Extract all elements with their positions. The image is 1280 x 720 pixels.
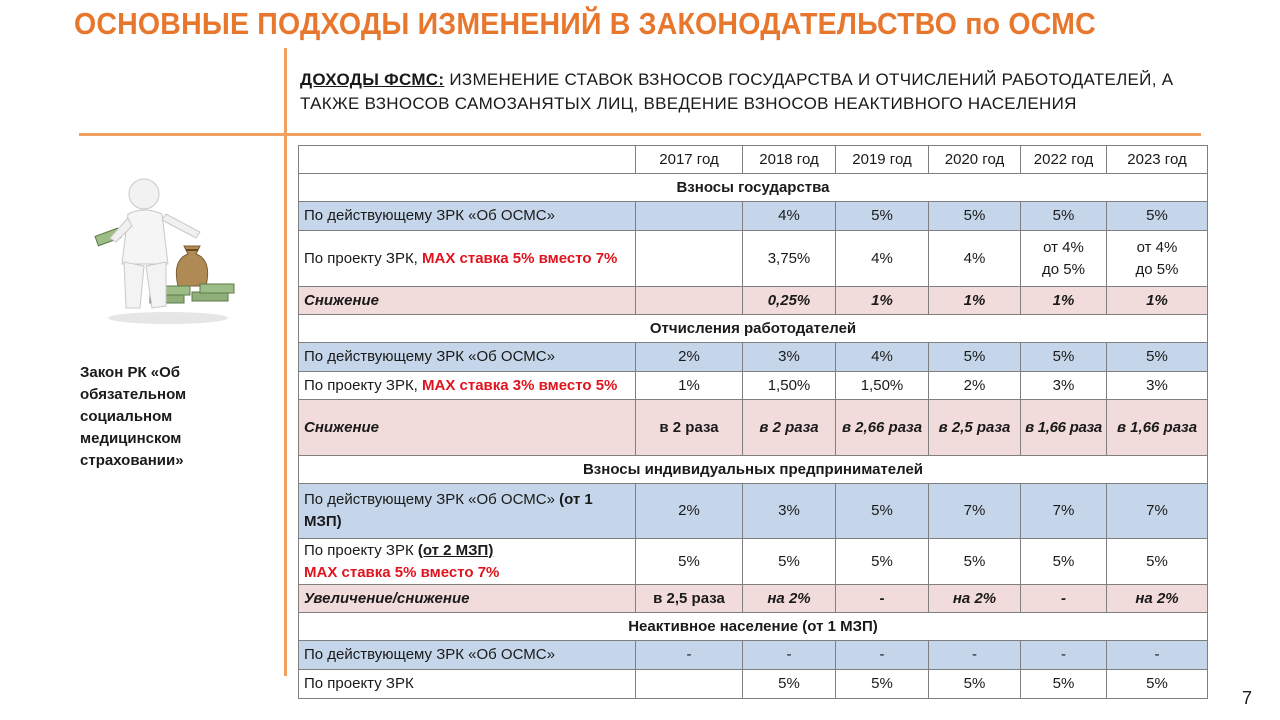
table-cell: в 2,5 раза — [929, 400, 1021, 456]
section-title: Отчисления работодателей — [299, 315, 1208, 343]
table-cell: 4% — [836, 231, 929, 287]
table-cell — [636, 202, 743, 231]
section-title: Взносы государства — [299, 174, 1208, 202]
row-label: Увеличение/снижение — [299, 585, 636, 613]
table-cell: 1,50% — [743, 372, 836, 400]
table-cell: в 2,66 раза — [836, 400, 929, 456]
table-cell: 3% — [743, 484, 836, 539]
table-cell: 1% — [636, 372, 743, 400]
table-cell: - — [636, 641, 743, 670]
table-cell: 2% — [636, 343, 743, 372]
table-cell: 5% — [929, 539, 1021, 585]
table-cell: 5% — [1107, 670, 1208, 699]
row-label: По действующему ЗРК «Об ОСМС» — [299, 343, 636, 372]
table-cell: на 2% — [929, 585, 1021, 613]
cell-line: до 5% — [1135, 260, 1179, 278]
horizontal-divider — [79, 133, 1201, 136]
table-cell: 4% — [929, 231, 1021, 287]
table-cell: - — [929, 641, 1021, 670]
table-cell: - — [836, 641, 929, 670]
section-row — [299, 174, 1208, 202]
row-label — [299, 539, 636, 585]
table-row — [299, 287, 1208, 315]
row-label-text: По проекту ЗРК, — [304, 249, 423, 267]
table-row — [299, 641, 1208, 670]
table-row — [299, 343, 1208, 372]
table-cell: - — [836, 585, 929, 613]
subtitle — [300, 68, 1190, 116]
cell-line: от 4% — [1043, 238, 1084, 256]
subtitle-text: ИЗМЕНЕНИЕ СТАВОК ВЗНОСОВ ГОСУДАРСТВА И ОТЧИСЛЕНИЙ РАБОТОДАТЕЛЕЙ, А ТАКЖЕ ВЗНОСОВ САМОЗАНЯТЫХ ЛИЦ, ВВЕДЕНИЕ ВЗНОСОВ НЕАКТИВНОГО НАСЕЛЕНИЯ — [300, 70, 1174, 113]
table-cell: 4% — [836, 343, 929, 372]
person-with-money-illustration — [88, 168, 263, 328]
table-cell: 7% — [1021, 484, 1107, 539]
table-cell: 5% — [929, 202, 1021, 231]
table-row — [299, 202, 1208, 231]
row-label: По действующему ЗРК «Об ОСМС» — [299, 641, 636, 670]
table-row — [299, 400, 1208, 456]
table-cell: 2% — [636, 484, 743, 539]
cell-line: до 5% — [1042, 260, 1085, 278]
table-cell: 5% — [1107, 343, 1208, 372]
table-cell: 1% — [836, 287, 929, 315]
table-cell: в 2 раза — [636, 400, 743, 456]
table-cell: 7% — [929, 484, 1021, 539]
table-cell: 5% — [1021, 343, 1107, 372]
table-cell: 4% — [743, 202, 836, 231]
table-cell — [636, 670, 743, 699]
row-label-highlight: MAX ставка 5% вместо 7% — [422, 249, 618, 267]
page-title: ОСНОВНЫЕ ПОДХОДЫ ИЗМЕНЕНИЙ В ЗАКОНОДАТЕЛЬСТВО по ОСМС — [74, 6, 1096, 41]
row-label: По действующему ЗРК «Об ОСМС» — [299, 202, 636, 231]
table-cell: 5% — [743, 539, 836, 585]
table-cell: 1,50% — [836, 372, 929, 400]
table-row — [299, 372, 1208, 400]
table-cell: - — [1021, 641, 1107, 670]
cell-line: от 4% — [1136, 238, 1178, 256]
table-header-row — [299, 146, 1208, 174]
table-cell — [1021, 231, 1107, 287]
table-cell: на 2% — [743, 585, 836, 613]
table-cell: 5% — [836, 484, 929, 539]
row-label-text: По проекту ЗРК, — [304, 376, 423, 394]
table-cell: 5% — [1021, 202, 1107, 231]
table-cell — [636, 287, 743, 315]
row-label-highlight: MAX ставка 3% вместо 5% — [422, 376, 618, 394]
table-cell: 2% — [929, 372, 1021, 400]
table-cell: 3% — [1021, 372, 1107, 400]
table-cell: в 2,5 раза — [636, 585, 743, 613]
table-header-empty — [299, 146, 636, 174]
table-cell: 5% — [836, 539, 929, 585]
table-cell: 1% — [929, 287, 1021, 315]
section-title: Неактивное население (от 1 МЗП) — [299, 613, 1208, 641]
table-cell: в 2 раза — [743, 400, 836, 456]
table-cell — [1107, 231, 1208, 287]
table-cell: 5% — [836, 670, 929, 699]
table-cell: на 2% — [1107, 585, 1208, 613]
row-label — [299, 372, 636, 400]
table-cell: 7% — [1107, 484, 1208, 539]
table-row — [299, 670, 1208, 699]
row-label-bold: (от 1 МЗП) — [304, 491, 593, 530]
row-label-bold: (от 2 МЗП) — [417, 541, 494, 559]
law-label: Закон РК «Об обязательном социальном медицинском страховании» — [80, 364, 187, 469]
table-row — [299, 585, 1208, 613]
table-cell: 5% — [1021, 670, 1107, 699]
table-cell: в 1,66 раза — [1021, 400, 1107, 456]
table-cell: 5% — [1107, 202, 1208, 231]
table-cell: 3% — [743, 343, 836, 372]
row-label: Снижение — [299, 400, 636, 456]
row-label: По проекту ЗРК — [299, 670, 636, 699]
table-cell: 5% — [929, 343, 1021, 372]
year-header: 2022 год — [1021, 146, 1107, 174]
rates-table — [298, 145, 1208, 699]
table-row — [299, 231, 1208, 287]
section-row — [299, 456, 1208, 484]
table-cell: 3% — [1107, 372, 1208, 400]
vertical-divider — [284, 48, 287, 676]
table-cell: 5% — [1107, 539, 1208, 585]
section-row — [299, 315, 1208, 343]
row-label-text: По действующему ЗРК «Об ОСМС» — [304, 491, 560, 508]
table-row — [299, 484, 1208, 539]
year-header: 2020 год — [929, 146, 1021, 174]
table-cell — [636, 231, 743, 287]
table-cell: 5% — [1021, 539, 1107, 585]
row-label — [299, 484, 636, 539]
section-row — [299, 613, 1208, 641]
table-cell: - — [1021, 585, 1107, 613]
year-header: 2017 год — [636, 146, 743, 174]
row-label — [299, 231, 636, 287]
table-cell: 5% — [836, 202, 929, 231]
section-title: Взносы индивидуальных предпринимателей — [299, 456, 1208, 484]
table-row — [299, 539, 1208, 585]
table-cell: - — [1107, 641, 1208, 670]
table-cell: 0,25% — [743, 287, 836, 315]
row-label: Снижение — [299, 287, 636, 315]
table-cell: 1% — [1021, 287, 1107, 315]
year-header: 2023 год — [1107, 146, 1208, 174]
table-cell: 5% — [743, 670, 836, 699]
page-number: 7 — [1242, 688, 1253, 708]
year-header: 2019 год — [836, 146, 929, 174]
table-cell: 5% — [929, 670, 1021, 699]
year-header: 2018 год — [743, 146, 836, 174]
table-cell: в 1,66 раза — [1107, 400, 1208, 456]
table-cell: 5% — [636, 539, 743, 585]
row-label-text: По проекту ЗРК — [304, 541, 418, 559]
table-cell: 1% — [1107, 287, 1208, 315]
row-label-highlight: MAX ставка 5% вместо 7% — [304, 563, 500, 581]
subtitle-lead: ДОХОДЫ ФСМС: — [300, 70, 445, 89]
table-cell: - — [743, 641, 836, 670]
table-cell: 3,75% — [743, 231, 836, 287]
